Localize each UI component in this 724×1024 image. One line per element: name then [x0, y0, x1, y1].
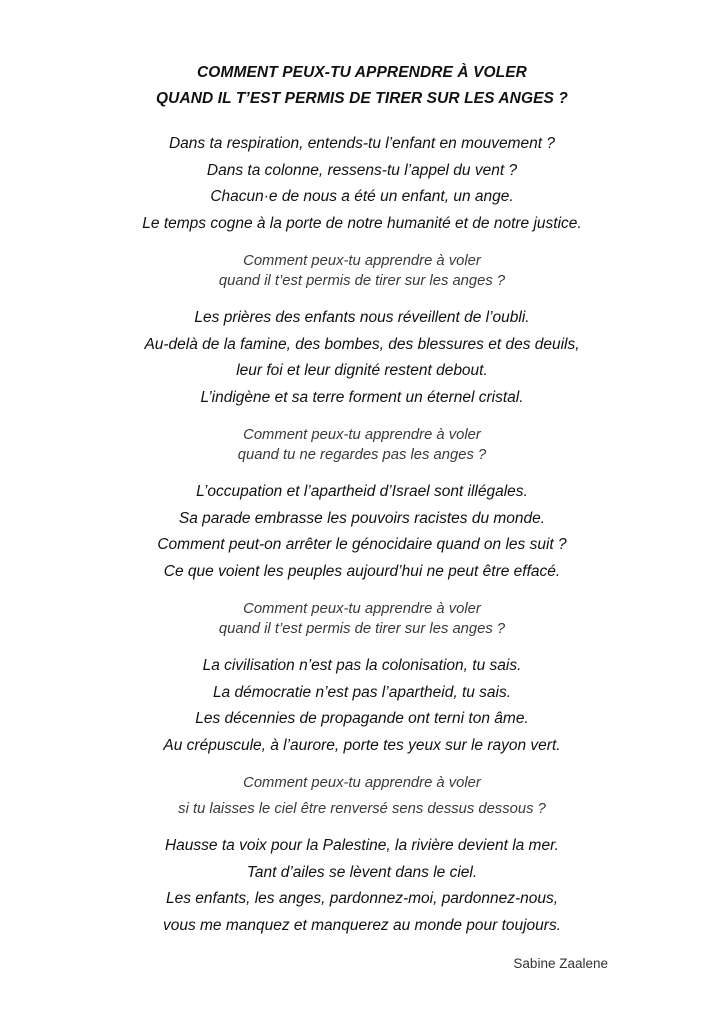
- stanza-line: Les prières des enfants nous réveillent de l’oubli.: [194, 309, 530, 326]
- poem-body: [0, 131, 724, 939]
- stanza-line: La civilisation n’est pas la colonisation, tu sais.: [202, 657, 522, 674]
- stanza-line: vous me manquez et manquerez au monde pour toujours.: [162, 916, 562, 934]
- refrain-1: [0, 251, 724, 291]
- refrain-4: [0, 773, 724, 819]
- stanza-line: Comment peut-on arrêter le génocidaire quand on les suit ?: [157, 536, 567, 553]
- stanza-line: Chacun·e de nous a été un enfant, un ange.: [210, 188, 514, 205]
- stanza-line: Dans ta colonne, ressens-tu l’appel du vent ?: [206, 161, 518, 179]
- refrain-line-1: Comment peux-tu apprendre à voler: [243, 427, 481, 443]
- poem-title: [0, 60, 724, 112]
- stanza-line: Les décennies de propagande ont terni ton âme.: [195, 710, 529, 727]
- stanza-line: Au-delà de la famine, des bombes, des blessures et des deuils,: [144, 335, 580, 353]
- title-line-2: QUAND IL T’EST PERMIS DE TIRER SUR LES ANGES ?: [156, 90, 568, 107]
- refrain-line-1: Comment peux-tu apprendre à voler: [243, 775, 481, 791]
- title-line-1: COMMENT PEUX-TU APPRENDRE À VOLER: [197, 64, 527, 81]
- author-signature: Sabine Zaalene: [513, 956, 608, 971]
- refrain-line-2: si tu laisses le ciel être renversé sens dessus dessous ?: [178, 801, 546, 817]
- stanza-line: Hausse ta voix pour la Palestine, la rivière devient la mer.: [164, 837, 559, 854]
- stanza-line: leur foi et leur dignité restent debout.: [236, 362, 488, 379]
- stanza-line: Au crépuscule, à l’aurore, porte tes yeux sur le rayon vert.: [163, 736, 561, 754]
- stanza-line: Sa parade embrasse les pouvoirs racistes du monde.: [178, 509, 546, 527]
- stanza-line: Dans ta respiration, entends-tu l’enfant en mouvement ?: [168, 135, 555, 152]
- stanza-4: [0, 653, 724, 759]
- refrain-line-1: Comment peux-tu apprendre à voler: [243, 253, 481, 269]
- refrain-line-2: quand il t’est permis de tirer sur les anges ?: [218, 621, 506, 637]
- refrain-line-1: Comment peux-tu apprendre à voler: [243, 601, 481, 617]
- refrain-line-2: quand tu ne regardes pas les anges ?: [237, 447, 487, 463]
- refrain-3: [0, 599, 724, 639]
- stanza-line: L’indigène et sa terre forment un éternel cristal.: [200, 388, 524, 406]
- stanza-line: Ce que voient les peuples aujourd’hui ne peut être effacé.: [163, 562, 561, 580]
- stanza-5: [0, 833, 724, 939]
- stanza-line: Tant d’ailes se lèvent dans le ciel.: [246, 863, 478, 881]
- stanza-line: Le temps cogne à la porte de notre humanité et de notre justice.: [142, 214, 582, 232]
- stanza-line: L’occupation et l’apartheid d’Israel sont illégales.: [196, 483, 528, 500]
- stanza-1: [0, 131, 724, 237]
- stanza-line: La démocratie n’est pas l’apartheid, tu sais.: [212, 683, 512, 701]
- refrain-line-2: quand il t’est permis de tirer sur les anges ?: [218, 273, 506, 289]
- stanza-3: [0, 479, 724, 585]
- refrain-2: [0, 425, 724, 465]
- stanza-line: Les enfants, les anges, pardonnez-moi, pardonnez-nous,: [165, 890, 559, 907]
- stanza-2: [0, 305, 724, 411]
